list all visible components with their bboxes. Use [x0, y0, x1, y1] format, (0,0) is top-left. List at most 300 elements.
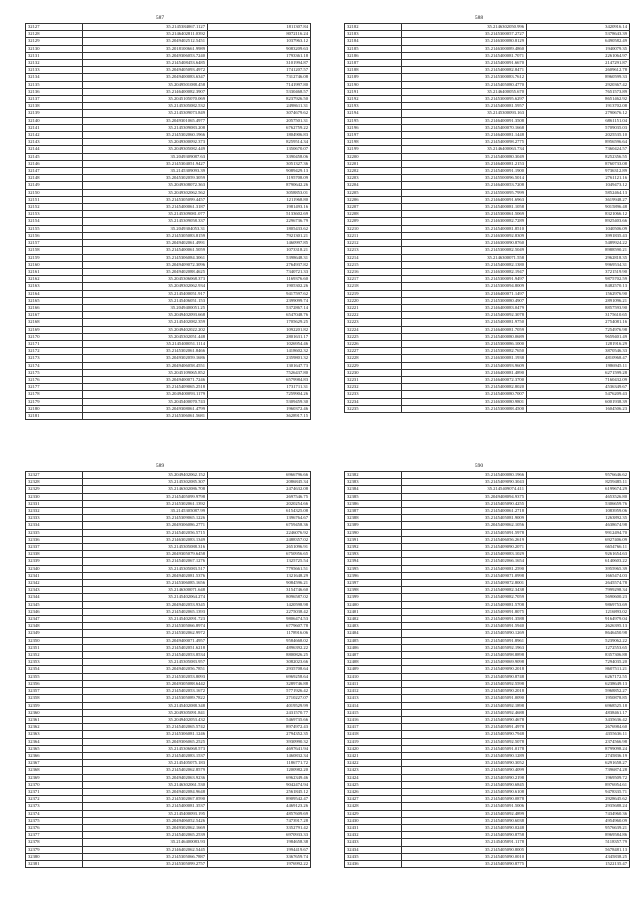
point-id-cell: 32230 [345, 369, 402, 376]
value-cell: 9869753.69 [527, 601, 630, 608]
table-row [26, 803, 311, 810]
point-id-cell: 32172 [26, 348, 83, 355]
coordinate-cell: 35.2145405090.8748 [402, 673, 527, 680]
point-id-cell: 32217 [345, 276, 402, 283]
table-row [345, 232, 630, 239]
point-id-cell: 32155 [26, 225, 83, 232]
point-id-cell: 32219 [345, 290, 402, 297]
value-cell: 2296736.79 [208, 218, 311, 225]
point-id-cell: 32190 [345, 81, 402, 88]
value-cell: 9969534.31 [527, 261, 630, 268]
coordinate-cell: 35.2018100661.9989 [83, 45, 208, 52]
coordinate-table [25, 471, 311, 868]
table-row [345, 240, 630, 247]
point-id-cell: 32413 [345, 695, 402, 702]
coordinate-cell: 35.2145405099.9798 [83, 493, 208, 500]
value-cell: 3074679.62 [208, 110, 311, 117]
value-cell: 2609612.78 [527, 67, 630, 74]
value-cell: 9083209.63 [208, 45, 311, 52]
table-row [345, 716, 630, 723]
value-cell: 9015896.48 [527, 204, 630, 211]
table-row [26, 60, 311, 67]
value-cell: 1731711.31 [208, 384, 311, 391]
value-cell: 6154325.08 [208, 508, 311, 515]
coordinate-cell: 35.2145302060.1966 [83, 132, 208, 139]
table-row [26, 774, 311, 781]
table-row [26, 832, 311, 839]
table-row [345, 688, 630, 695]
table-row [345, 666, 630, 673]
point-id-cell: 32184 [345, 38, 402, 45]
point-id-cell: 32150 [26, 189, 83, 196]
point-id-cell: 32383 [345, 479, 402, 486]
table-row [345, 724, 630, 731]
point-id-cell: 32177 [26, 384, 83, 391]
table-row [345, 652, 630, 659]
table-row [26, 515, 311, 522]
coordinate-cell: 35.2049408094.9375 [402, 493, 527, 500]
table-row [345, 860, 630, 867]
coordinate-cell: 35.2145405091.0090 [402, 695, 527, 702]
table-row [345, 493, 630, 500]
point-id-cell: 32148 [26, 175, 83, 182]
coordinate-cell: 35.2145300091.9497 [402, 276, 527, 283]
coordinate-cell: 35.2145402083.1537 [83, 752, 208, 759]
point-id-cell: 32402 [345, 616, 402, 623]
coordinate-cell: 35.2145405092.5598 [402, 680, 527, 687]
point-id-cell: 32378 [26, 839, 83, 846]
point-id-cell: 32183 [345, 31, 402, 38]
table-row [345, 362, 630, 369]
coordinate-cell: 35.2049402093.668 [83, 312, 208, 319]
point-id-cell: 32363 [26, 731, 83, 738]
table-row [345, 788, 630, 795]
table-row [26, 225, 311, 232]
point-id-cell: 32132 [26, 60, 83, 67]
coordinate-cell: 35.2145409091.3588 [402, 616, 527, 623]
value-cell: 7340721.33 [208, 268, 311, 275]
table-row [345, 616, 630, 623]
value-cell: 2488357.02 [208, 536, 311, 543]
table-row [345, 189, 630, 196]
coordinate-cell: 35.2145300080.4907 [402, 297, 527, 304]
point-id-cell: 32208 [345, 211, 402, 218]
value-cell: 5309459.30 [208, 398, 311, 405]
table-row [345, 572, 630, 579]
coordinate-cell: 35.2146300082.7289 [402, 218, 527, 225]
table-row [345, 52, 630, 59]
coordinate-cell: 35.2145405092.4688 [402, 709, 527, 716]
coordinate-cell: 35.2145409090.3043 [402, 479, 527, 486]
value-cell: 3955965.39 [527, 565, 630, 572]
point-id-cell: 32196 [345, 124, 402, 131]
value-cell: 3051327.36 [208, 160, 311, 167]
table-row [345, 767, 630, 774]
page-588 [344, 15, 627, 413]
value-cell: 8800826.25 [208, 652, 311, 659]
value-cell: 5678481.13 [527, 846, 630, 853]
value-cell: 1805433.62 [208, 225, 311, 232]
value-cell: 3352791.42 [208, 824, 311, 831]
point-id-cell: 32142 [26, 132, 83, 139]
value-cell: 1272553.65 [527, 644, 630, 651]
table-row [345, 644, 630, 651]
coordinate-cell: 35.2145405092.1898 [402, 702, 527, 709]
coordinate-cell: 35.2145405098.8898 [402, 652, 527, 659]
coordinate-cell: 35.2049305082.449 [83, 146, 208, 153]
value-cell: 7259904.26 [208, 391, 311, 398]
coordinate-cell: 35.2146402062.5445 [83, 846, 208, 853]
value-cell: 4355636.11 [527, 731, 630, 738]
point-id-cell: 32364 [26, 738, 83, 745]
value-cell: 6969258.64 [208, 673, 311, 680]
table-row [345, 529, 630, 536]
coordinate-cell: 35.2145405090.3052 [402, 760, 527, 767]
coordinate-cell: 35.2145402062.8579 [83, 767, 208, 774]
coordinate-cell: 35.2145409083.1029 [402, 551, 527, 558]
table-row [26, 182, 311, 189]
value-cell: 2498611.31 [208, 103, 311, 110]
table-row [345, 196, 630, 203]
value-cell: 1984658.38 [208, 839, 311, 846]
coordinate-cell: 35.2049402084.9648 [83, 788, 208, 795]
point-id-cell: 32162 [26, 276, 83, 283]
point-id-cell: 32355 [26, 673, 83, 680]
table-row [345, 340, 630, 347]
point-id-cell: 32403 [345, 623, 402, 630]
coordinate-cell: 35.2145405090.6108 [402, 788, 527, 795]
table-row [345, 124, 630, 131]
table-row [345, 398, 630, 405]
value-cell: 1976992.22 [208, 860, 311, 867]
value-cell: 1049473.12 [527, 182, 630, 189]
table-row [26, 175, 311, 182]
coordinate-cell: 35.2145400081.3537 [83, 803, 208, 810]
table-row [345, 695, 630, 702]
coordinate-cell: 35.2145300082.7650 [402, 348, 527, 355]
coordinate-cell: 35.2145402091.723 [83, 616, 208, 623]
coordinate-cell: 35.2145300083.7612 [402, 74, 527, 81]
coordinate-cell: 35.2145409090.2018 [402, 666, 527, 673]
point-id-cell: 32426 [345, 788, 402, 795]
point-id-cell: 32185 [345, 45, 402, 52]
value-cell: 2761121.16 [527, 175, 630, 182]
coordinate-cell: 35.2145400080.7007 [402, 391, 527, 398]
table-row [26, 637, 311, 644]
coordinate-cell: 35.2146400081.2153 [402, 160, 527, 167]
value-cell: 7434960.36 [527, 810, 630, 817]
value-cell: 6140603.22 [527, 558, 630, 565]
coordinate-cell: 35.2049302062.1669 [83, 824, 208, 831]
value-cell: 5118357.79 [527, 839, 630, 846]
table-row [345, 276, 630, 283]
value-cell: 3101994.87 [208, 60, 311, 67]
point-id-cell: 32407 [345, 652, 402, 659]
table-row [26, 594, 311, 601]
coordinate-cell: 35.2145405091.0178 [402, 745, 527, 752]
table-row [26, 817, 311, 824]
table-row [345, 67, 630, 74]
point-id-cell: 32428 [345, 803, 402, 810]
table-row [26, 326, 311, 333]
point-id-cell: 32404 [345, 630, 402, 637]
point-id-cell: 32387 [345, 508, 402, 515]
point-id-cell: 32408 [345, 659, 402, 666]
table-row [345, 225, 630, 232]
coordinate-cell: 35.2145402065.1393 [83, 608, 208, 615]
value-cell: 8974972.43 [208, 724, 311, 731]
table-row [26, 247, 311, 254]
value-cell: 1169376.60 [208, 276, 311, 283]
value-cell: 1325725.54 [208, 558, 311, 565]
table-row [26, 67, 311, 74]
point-id-cell: 32432 [345, 832, 402, 839]
value-cell: 3154746.60 [208, 587, 311, 594]
point-id-cell: 32151 [26, 196, 83, 203]
coordinate-cell: 35.2049402512.5451 [83, 38, 208, 45]
coordinate-cell: 35.2145309058.337 [83, 218, 208, 225]
point-id-cell: 32189 [345, 74, 402, 81]
value-cell: 2431570.77 [208, 709, 311, 716]
value-cell: 7921301.21 [208, 232, 311, 239]
coordinate-cell: 35.2145305099.4457 [83, 196, 208, 203]
point-id-cell: 32328 [26, 479, 83, 486]
value-cell: 3058853.01 [208, 189, 311, 196]
point-id-cell: 32205 [345, 189, 402, 196]
coordinate-cell: 35.2145306085.1656 [83, 580, 208, 587]
coordinate-cell: 35.2049400051.25 [83, 304, 208, 311]
point-id-cell: 32397 [345, 580, 402, 587]
point-id-cell: 32339 [26, 558, 83, 565]
point-id-cell: 32213 [345, 247, 402, 254]
coordinate-cell: 35.2145305083.517 [83, 565, 208, 572]
point-id-cell: 32346 [26, 608, 83, 615]
point-id-cell: 32418 [345, 731, 402, 738]
point-id-cell: 32225 [345, 333, 402, 340]
point-id-cell: 32384 [345, 486, 402, 493]
value-cell: 1186771.72 [208, 760, 311, 767]
value-cell: 1073318.21 [208, 247, 311, 254]
coordinate-cell: 35.2145300061.5069 [402, 211, 527, 218]
table-row [345, 623, 630, 630]
point-id-cell: 32201 [345, 160, 402, 167]
value-cell: 1211968.80 [208, 196, 311, 203]
point-id-cell: 32204 [345, 182, 402, 189]
table-row [26, 297, 311, 304]
coordinate-cell: 35.2145405081.9009 [402, 515, 527, 522]
coordinate-cell: 35.2145400091.6670 [402, 60, 527, 67]
coordinate-cell: 35.2049400071.4957 [83, 637, 208, 644]
value-cell: 7312746.08 [208, 74, 311, 81]
coordinate-cell: 35.2145400080.0689 [402, 333, 527, 340]
point-id-cell: 32424 [345, 774, 402, 781]
value-cell: 1969509.72 [527, 774, 630, 781]
table-row [26, 232, 311, 239]
coordinate-table [344, 471, 630, 868]
value-cell: 1940079.35 [527, 45, 630, 52]
coordinate-cell: 35.2145405090.1269 [402, 630, 527, 637]
table-row [26, 486, 311, 493]
point-id-cell: 32170 [26, 333, 83, 340]
coordinate-cell: 35.2146400072.3700 [402, 376, 527, 383]
coordinate-cell: 35.2146300090.8760 [402, 240, 527, 247]
value-cell: 1460832.34 [208, 752, 311, 759]
point-id-cell: 32197 [345, 132, 402, 139]
value-cell: 3390458.06 [208, 153, 311, 160]
value-cell: 1037963.12 [208, 38, 311, 45]
table-row [26, 500, 311, 507]
value-cell: 4857609.69 [208, 810, 311, 817]
value-cell: 7795661.51 [208, 565, 311, 572]
point-id-cell: 32200 [345, 153, 402, 160]
value-cell: 2645574.78 [527, 580, 630, 587]
table-row [26, 189, 311, 196]
coordinate-cell: 35.2045409062.1056 [402, 522, 527, 529]
table-row [345, 168, 630, 175]
point-id-cell: 32139 [26, 110, 83, 117]
coordinate-cell: 35.2145400051.1114 [83, 340, 208, 347]
value-cell: 1420598.98 [208, 601, 311, 608]
table-row [345, 515, 630, 522]
table-row [26, 695, 311, 702]
table-row [26, 153, 311, 160]
point-id-cell: 32173 [26, 355, 83, 362]
coordinate-cell: 35.2049405093.4972 [83, 67, 208, 74]
point-id-cell: 32164 [26, 290, 83, 297]
table-row [26, 211, 311, 218]
value-cell: 9084596.21 [208, 580, 311, 587]
coordinate-cell: 35.2049302062.562 [83, 189, 208, 196]
value-cell: 9875702.59 [527, 276, 630, 283]
coordinate-cell: 35.2145402053.1672 [83, 688, 208, 695]
coordinate-cell: 35.2145400091.1900 [402, 168, 527, 175]
point-id-cell: 32386 [345, 500, 402, 507]
point-id-cell: 32356 [26, 680, 83, 687]
table-row [345, 45, 630, 52]
value-cell: 8259485.11 [527, 479, 630, 486]
coordinate-cell: 35.2145300088.4500 [402, 405, 527, 412]
coordinate-cell: 35.2145405075.183 [83, 760, 208, 767]
value-cell: 1083959.06 [527, 508, 630, 515]
value-cell: 1562976.90 [527, 290, 630, 297]
point-id-cell: 32417 [345, 724, 402, 731]
value-cell: 8925403.66 [527, 218, 630, 225]
table-row [26, 24, 311, 31]
coordinate-cell: 35.2145300086.1000 [402, 340, 527, 347]
table-row [345, 319, 630, 326]
coordinate-cell: 35.2146400081.7059 [402, 326, 527, 333]
value-cell: 8072116.24 [208, 31, 311, 38]
coordinate-cell: 35.2146400083.0479 [402, 304, 527, 311]
point-id-cell: 32153 [26, 211, 83, 218]
table-row [345, 355, 630, 362]
value-cell: 1986945.11 [527, 362, 630, 369]
point-id-cell: 32160 [26, 261, 83, 268]
table-row [26, 412, 311, 419]
value-cell: 6547048.76 [208, 312, 311, 319]
point-id-cell: 32133 [26, 67, 83, 74]
value-cell: 7396874.28 [527, 767, 630, 774]
table-row [345, 348, 630, 355]
value-cell: 8909542.47 [208, 796, 311, 803]
value-cell: 4638674.98 [527, 522, 630, 529]
coordinate-cell: 35.2145409081.5708 [402, 601, 527, 608]
coordinate-cell: 35.2145300095.6297 [402, 96, 527, 103]
point-id-cell: 32222 [345, 312, 402, 319]
table-row [26, 644, 311, 651]
point-id-cell: 32372 [26, 796, 83, 803]
value-cell: 2651096.91 [208, 544, 311, 551]
point-id-cell: 32195 [345, 117, 402, 124]
point-id-cell: 32388 [345, 515, 402, 522]
point-id-cell: 32234 [345, 398, 402, 405]
table-row [26, 38, 311, 45]
coordinate-cell: 35.2145400093.195 [83, 810, 208, 817]
table-row [345, 752, 630, 759]
point-id-cell: 32365 [26, 745, 83, 752]
point-id-cell: 32144 [26, 146, 83, 153]
coordinate-cell: 35.2145500095.7999 [402, 189, 527, 196]
point-id-cell: 32341 [26, 572, 83, 579]
point-id-cell: 32381 [26, 860, 83, 867]
point-id-cell: 32167 [26, 312, 83, 319]
table-row [26, 522, 311, 529]
table-row [345, 608, 630, 615]
value-cell: 1960372.46 [208, 405, 311, 412]
value-cell: 9261654.63 [527, 551, 630, 558]
coordinate-cell: 35.2145405090.8005 [402, 846, 527, 853]
value-cell: 5469735.66 [208, 716, 311, 723]
point-id-cell: 32232 [345, 384, 402, 391]
point-id-cell: 32327 [26, 472, 83, 479]
coordinate-cell: 35.2045400070.743 [83, 398, 208, 405]
value-cell: 3420916.14 [527, 24, 630, 31]
coordinate-cell: 35.2145384067.1127 [83, 24, 208, 31]
table-row [26, 168, 311, 175]
table-row [345, 74, 630, 81]
point-id-cell: 32193 [345, 103, 402, 110]
point-id-cell: 32171 [26, 340, 83, 347]
coordinate-cell: 35.2146300080.9801 [402, 398, 527, 405]
value-cell: 4345838.25 [527, 853, 630, 860]
table-row [345, 709, 630, 716]
coordinate-cell: 35.2146302083.1349 [83, 536, 208, 543]
coordinate-cell: 35.2145400082.8471 [402, 67, 527, 74]
table-row [26, 160, 311, 167]
value-cell: 2935688.24 [527, 803, 630, 810]
table-row [345, 839, 630, 846]
value-cell: 8646450.98 [527, 630, 630, 637]
value-cell: 8482570.13 [527, 283, 630, 290]
point-id-cell: 32414 [345, 702, 402, 709]
coordinate-cell: 35.2146400081.4890 [402, 369, 527, 376]
point-id-cell: 32176 [26, 376, 83, 383]
table-row [26, 472, 311, 479]
coordinate-cell: 35.2145305087.99 [83, 508, 208, 515]
coordinate-cell: 35.2146400071.1497 [402, 290, 527, 297]
table-row [26, 659, 311, 666]
coordinate-cell: 35.2145406056.2619 [402, 536, 527, 543]
value-cell: 2561845.12 [208, 788, 311, 795]
value-cell: 8857593.90 [527, 304, 630, 311]
table-row [345, 405, 630, 412]
table-row [26, 529, 311, 536]
point-id-cell: 32373 [26, 803, 83, 810]
coordinate-cell: 35.2145302061.8466 [83, 348, 208, 355]
table-row [345, 738, 630, 745]
table-row [345, 500, 630, 507]
value-cell: 8799098.24 [527, 745, 630, 752]
